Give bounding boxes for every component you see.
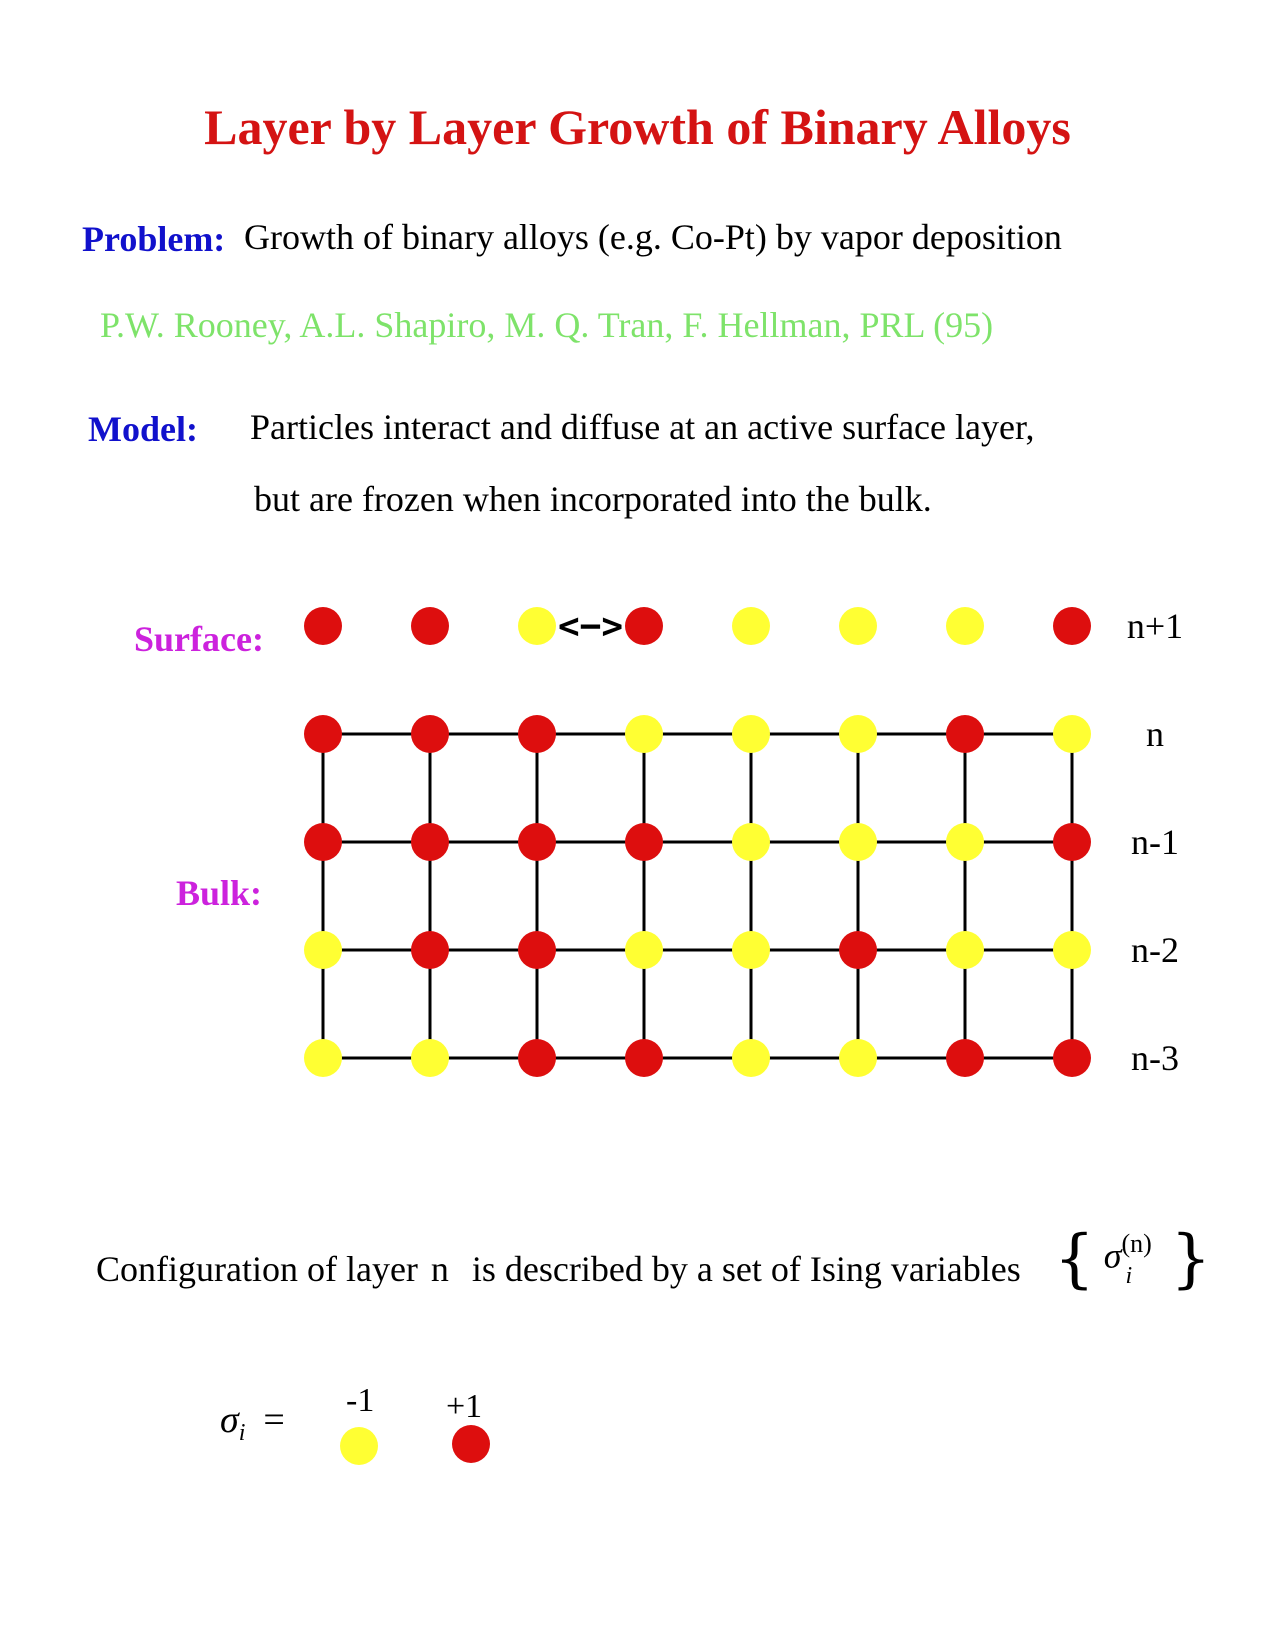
bulk-atom-red <box>1053 1039 1091 1077</box>
problem-label: Problem: <box>82 219 226 259</box>
reference-citation: P.W. Rooney, A.L. Shapiro, M. Q. Tran, F. Hellman, PRL (95) <box>100 305 994 345</box>
problem-text: Growth of binary alloys (e.g. Co-Pt) by vapor deposition <box>244 217 1062 257</box>
legend-plus-label: +1 <box>446 1388 483 1425</box>
bulk-atom-red <box>1053 823 1091 861</box>
bulk-label: Bulk: <box>176 873 263 913</box>
layer-label: n-3 <box>1131 1038 1179 1078</box>
bulk-atom-red <box>411 931 449 969</box>
surface-atom-red <box>625 607 663 645</box>
model-label: Model: <box>88 409 198 449</box>
bulk-atom-red <box>625 823 663 861</box>
bulk-atom-yellow <box>732 1039 770 1077</box>
bulk-atom-red <box>411 715 449 753</box>
bulk-atom-red <box>518 715 556 753</box>
bulk-atom-yellow <box>946 931 984 969</box>
equals-sign: = <box>263 1399 285 1441</box>
configuration-text-before: Configuration of layer <box>96 1249 418 1289</box>
bulk-atom-red <box>304 823 342 861</box>
bulk-atom-yellow <box>625 931 663 969</box>
configuration-text-after: is described by a set of Ising variables <box>471 1249 1021 1289</box>
bulk-atom-red <box>518 931 556 969</box>
surface-atom-red <box>1053 607 1091 645</box>
bulk-atom-red <box>411 823 449 861</box>
surface-atom-red <box>304 607 342 645</box>
layer-label: n+1 <box>1126 606 1184 646</box>
bulk-atom-yellow <box>304 1039 342 1077</box>
bulk-atom-yellow <box>732 823 770 861</box>
sigma-symbol: σ <box>220 1399 239 1441</box>
bulk-atom-yellow <box>732 931 770 969</box>
layer-label: n-1 <box>1131 822 1179 862</box>
model-text-line-1: Particles interact and diffuse at an active surface layer, <box>250 407 1035 447</box>
bulk-atom-red <box>304 715 342 753</box>
bulk-atom-yellow <box>304 931 342 969</box>
set-superscript: (n) <box>1121 1229 1152 1258</box>
page-title: Layer by Layer Growth of Binary Alloys <box>204 99 1071 155</box>
bulk-atom-red <box>946 715 984 753</box>
surface-atom-yellow <box>732 607 770 645</box>
surface-atom-red <box>411 607 449 645</box>
layer-label: n-2 <box>1131 930 1179 970</box>
legend-red-dot <box>452 1425 490 1463</box>
sigma-definition <box>220 1398 285 1446</box>
set-indices <box>1121 1229 1161 1289</box>
bulk-atom-yellow <box>625 715 663 753</box>
bulk-atom-red <box>839 931 877 969</box>
ising-variable-set <box>1054 1222 1211 1296</box>
bulk-atom-yellow <box>839 715 877 753</box>
layer-label: n <box>1146 714 1164 754</box>
configuration-sentence <box>96 1248 1021 1290</box>
legend-yellow-dot <box>340 1427 378 1465</box>
bulk-atom-yellow <box>732 715 770 753</box>
configuration-layer: n <box>430 1249 449 1289</box>
surface-atom-yellow <box>839 607 877 645</box>
surface-atom-yellow <box>518 607 556 645</box>
legend-minus-label: -1 <box>346 1382 375 1419</box>
bulk-atom-yellow <box>839 823 877 861</box>
sigma-subscript: i <box>238 1420 246 1446</box>
right-brace: } <box>1170 1222 1212 1296</box>
bulk-atom-yellow <box>946 823 984 861</box>
bulk-atom-red <box>518 823 556 861</box>
surface-atom-yellow <box>946 607 984 645</box>
bulk-atom-red <box>946 1039 984 1077</box>
bulk-atom-yellow <box>1053 931 1091 969</box>
set-sigma-symbol: σ <box>1103 1235 1122 1276</box>
bulk-atom-yellow <box>839 1039 877 1077</box>
left-brace: { <box>1054 1222 1095 1296</box>
bulk-atom-yellow <box>1053 715 1091 753</box>
bulk-atom-red <box>625 1039 663 1077</box>
surface-label: Surface: <box>134 619 264 659</box>
model-text-line-2: but are frozen when incorporated into the bulk. <box>254 479 932 519</box>
bulk-atom-yellow <box>411 1039 449 1077</box>
exchange-arrow: <−> <box>557 606 624 647</box>
bulk-atom-red <box>518 1039 556 1077</box>
set-subscript: i <box>1125 1263 1133 1289</box>
